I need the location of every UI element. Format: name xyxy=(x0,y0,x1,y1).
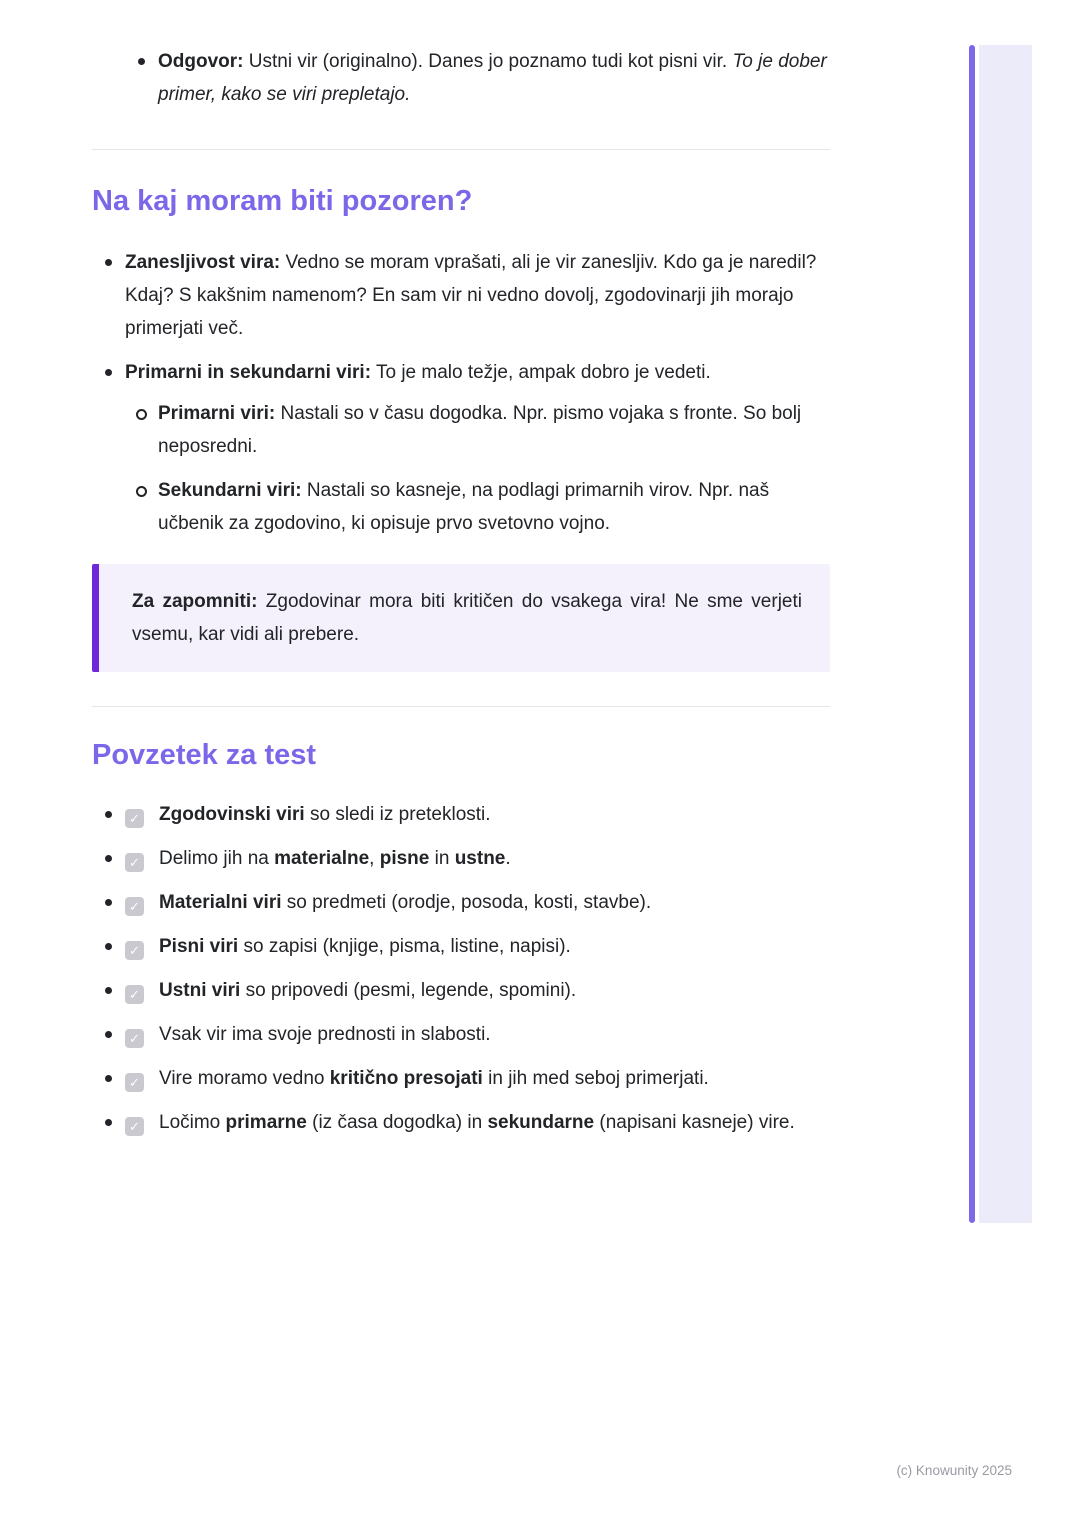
checklist-item-text: ✓ Pisni viri so zapisi (knjige, pisma, listine, napisi). xyxy=(125,930,830,963)
list-item xyxy=(125,45,830,111)
checklist-item-text: ✓ Delimo jih na materialne, pisne in ustne. xyxy=(125,842,830,875)
checklist-item xyxy=(92,1018,830,1051)
checklist-item-text: ✓ Ustni viri so pripovedi (pesmi, legende, spomini). xyxy=(125,974,830,1007)
list-item-text: Primarni viri: Nastali so v času dogodka. Npr. pismo vojaka s fronte. So bolj neposredni. xyxy=(158,403,802,457)
checklist-item xyxy=(92,1106,830,1139)
checkbox-checked-icon: ✓ xyxy=(125,897,144,916)
side-accent-bar xyxy=(969,45,975,1223)
callout-box xyxy=(92,564,830,672)
document-content xyxy=(92,0,830,1139)
bullet-marker xyxy=(92,886,125,906)
checkbox-checked-icon: ✓ xyxy=(125,1029,144,1048)
bullet-icon xyxy=(105,899,112,906)
divider xyxy=(92,706,830,707)
checklist-item xyxy=(92,886,830,919)
bullet-marker xyxy=(92,356,125,376)
bullet-marker xyxy=(92,1106,125,1126)
bullet-marker xyxy=(92,798,125,818)
bullet-icon xyxy=(105,1031,112,1038)
checklist-item xyxy=(92,930,830,963)
sub-list-item xyxy=(125,397,830,463)
side-margin-panel xyxy=(979,45,1032,1223)
divider xyxy=(92,149,830,150)
bullet-icon xyxy=(105,855,112,862)
checkbox-checked-icon: ✓ xyxy=(125,1117,144,1136)
bullet-icon xyxy=(105,987,112,994)
sub-list-item xyxy=(125,474,830,540)
section-heading-pozoren: Na kaj moram biti pozoren? xyxy=(92,185,473,217)
bullet-icon xyxy=(105,369,112,376)
hollow-bullet-icon xyxy=(136,409,147,420)
checklist-item xyxy=(92,798,830,831)
checklist-item xyxy=(92,842,830,875)
footer-copyright: (c) Knowunity 2025 xyxy=(896,1463,1012,1478)
list-item-text: Primarni in sekundarni viri: To je malo težje, ampak dobro je vedeti. xyxy=(125,362,711,383)
bullet-icon xyxy=(105,1119,112,1126)
checklist-item-text: ✓ Vire moramo vedno kritično presojati in jih med seboj primerjati. xyxy=(125,1062,830,1095)
bullet-marker xyxy=(125,397,158,420)
list-item-text: Zanesljivost vira: Vedno se moram vprašati, ali je vir zanesljiv. Kdo ga je naredil? Kdaj? S kakšnim namenom? En sam vir ni vedno dovolj, zgodovinarji jih morajo primerjati več. xyxy=(125,252,817,339)
bullet-marker xyxy=(125,45,158,65)
bullet-marker xyxy=(92,1062,125,1082)
bullet-icon xyxy=(138,58,145,65)
section-heading-povzetek: Povzetek za test xyxy=(92,739,317,771)
bullet-icon xyxy=(105,259,112,266)
bullet-marker xyxy=(92,246,125,266)
checklist-item-text: ✓ Ločimo primarne (iz časa dogodka) in sekundarne (napisani kasneje) vire. xyxy=(125,1106,830,1139)
checklist-item-text: ✓ Zgodovinski viri so sledi iz preteklosti. xyxy=(125,798,830,831)
bullet-icon xyxy=(105,1075,112,1082)
bullet-marker xyxy=(125,474,158,497)
checklist-item-text: ✓ Materialni viri so predmeti (orodje, posoda, kosti, stavbe). xyxy=(125,886,830,919)
checkbox-checked-icon: ✓ xyxy=(125,809,144,828)
checkbox-checked-icon: ✓ xyxy=(125,985,144,1004)
checklist-item-text: ✓ Vsak vir ima svoje prednosti in slabosti. xyxy=(125,1018,830,1051)
list-item-text: Odgovor: Ustni vir (originalno). Danes jo poznamo tudi kot pisni vir. To je dober primer, kako se viri prepletajo. xyxy=(158,51,827,105)
callout-text: Za zapomniti: Zgodovinar mora biti kritičen do vsakega vira! Ne sme verjeti vsemu, kar vidi ali prebere. xyxy=(132,591,802,645)
bullet-marker xyxy=(92,930,125,950)
checkbox-checked-icon: ✓ xyxy=(125,853,144,872)
checkbox-checked-icon: ✓ xyxy=(125,941,144,960)
bullet-icon xyxy=(105,943,112,950)
checklist-item xyxy=(92,1062,830,1095)
hollow-bullet-icon xyxy=(136,486,147,497)
bullet-icon xyxy=(105,811,112,818)
checklist-item xyxy=(92,974,830,1007)
bullet-marker xyxy=(92,842,125,862)
checkbox-checked-icon: ✓ xyxy=(125,1073,144,1092)
list-item xyxy=(92,246,830,345)
list-item xyxy=(92,356,830,389)
bullet-marker xyxy=(92,1018,125,1038)
bullet-marker xyxy=(92,974,125,994)
list-item-text: Sekundarni viri: Nastali so kasneje, na podlagi primarnih virov. Npr. naš učbenik za zgodovino, ki opisuje prvo svetovno vojno. xyxy=(158,480,770,534)
